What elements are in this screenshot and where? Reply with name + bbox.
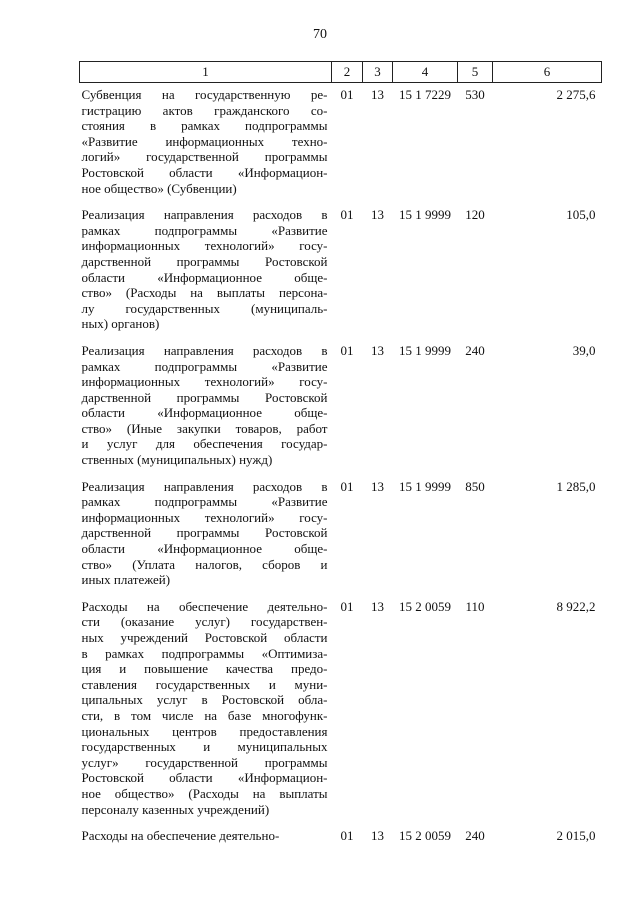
- description-line: ственных (муниципальных) нужд): [81, 452, 273, 468]
- description-line: Реализация направления расходов в: [81, 207, 328, 223]
- description-line: информационных технологий» госу-: [81, 374, 328, 390]
- target-article-code: 15 2 0059: [399, 598, 451, 614]
- table-row: [80, 338, 602, 474]
- description-line: ставления государственных и муни-: [81, 676, 328, 692]
- expense-type-code: 240: [465, 342, 485, 358]
- description-line: области «Информационное обще-: [81, 405, 328, 421]
- table-row: [80, 202, 602, 338]
- description-line: персоналу казенных учреждений): [81, 801, 270, 817]
- description-line: циональных центров предоставления: [81, 723, 328, 739]
- column-header: 3: [363, 62, 393, 83]
- description-line: ных учреждений Ростовской области: [81, 630, 328, 645]
- section-code: 01: [340, 87, 354, 102]
- target-article-code: 15 1 9999: [399, 207, 451, 223]
- subsection-code: 13: [371, 478, 384, 494]
- expense-type-code: 120: [465, 207, 485, 223]
- column-header: 2: [332, 62, 363, 83]
- expense-type-code: 850: [465, 478, 485, 494]
- description-line: дарственной программы Ростовской: [81, 389, 328, 405]
- column-header: 5: [458, 62, 493, 83]
- section-code: 01: [340, 828, 354, 844]
- description-line: государственных и муниципальных: [81, 739, 328, 755]
- description-line: гистрацию актов гражданского со-: [81, 102, 328, 118]
- column-header: 1: [80, 62, 332, 83]
- subsection-code: 13: [371, 87, 384, 102]
- description-line: сти, в том числе на базе многофунк-: [81, 707, 328, 723]
- description-line: рамках подпрограммы «Развитие: [81, 494, 328, 510]
- description-line: Реализация направления расходов в: [81, 478, 328, 494]
- description-line: Расходы на обеспечение деятельно-: [81, 598, 328, 614]
- description-line: Расходы на обеспечение деятельно-: [81, 828, 280, 844]
- row-description: [80, 594, 332, 823]
- description-line: дарственной программы Ростовской: [81, 525, 328, 541]
- description-line: ципальных услуг в Ростовской обла-: [81, 692, 328, 708]
- row-description: [80, 83, 332, 203]
- table-row: [80, 594, 602, 823]
- description-line: Ростовской области «Информацион-: [81, 164, 328, 180]
- row-description: [80, 338, 332, 474]
- description-line: ция и повышение качества предо-: [81, 661, 328, 677]
- description-line: стояния в рамках подпрограммы: [81, 118, 328, 134]
- description-line: услуг» государственной программы: [81, 754, 328, 770]
- description-line: рамках подпрограммы «Развитие: [81, 358, 328, 374]
- table-header-row: [80, 62, 602, 83]
- amount: 2 275,6: [556, 87, 596, 102]
- subsection-code: 13: [371, 828, 384, 844]
- target-article-code: 15 1 9999: [399, 342, 451, 358]
- description-line: ных) органов): [81, 316, 160, 332]
- description-line: и услуг для обеспечения государ-: [81, 436, 328, 452]
- row-description: [80, 202, 332, 338]
- description-line: рамках подпрограммы «Развитие: [81, 222, 328, 238]
- column-header: 6: [493, 62, 602, 83]
- subsection-code: 13: [371, 598, 384, 614]
- expense-type-code: 240: [465, 828, 485, 844]
- budget-table: [79, 61, 602, 844]
- table-row: [80, 823, 602, 844]
- amount: 1 285,0: [556, 478, 596, 494]
- subsection-code: 13: [371, 207, 384, 223]
- description-line: логий» государственной программы: [81, 149, 328, 165]
- description-line: Субвенция на государственную ре-: [81, 87, 328, 102]
- description-line: информационных технологий» госу-: [81, 509, 328, 525]
- amount: 39,0: [572, 342, 596, 358]
- description-line: в рамках подпрограммы «Оптимиза-: [81, 645, 328, 661]
- description-line: области «Информационное обще-: [81, 269, 328, 285]
- amount: 2 015,0: [556, 828, 596, 844]
- column-header: 4: [393, 62, 458, 83]
- section-code: 01: [340, 342, 354, 358]
- expense-type-code: 110: [465, 598, 485, 614]
- amount: 8 922,2: [556, 598, 596, 614]
- description-line: «Развитие информационных техно-: [81, 133, 328, 149]
- target-article-code: 15 2 0059: [399, 828, 451, 844]
- description-line: лу государственных (муниципаль-: [81, 300, 328, 316]
- description-line: ное общество» (Расходы на выплаты: [81, 785, 328, 801]
- row-description: [80, 474, 332, 594]
- description-line: Ростовской области «Информацион-: [81, 770, 328, 786]
- table-row: [80, 83, 602, 203]
- target-article-code: 15 1 7229: [399, 87, 451, 102]
- section-code: 01: [340, 207, 354, 223]
- description-line: информационных технологий» госу-: [81, 238, 328, 254]
- description-line: ство» (Расходы на выплаты персона-: [81, 285, 328, 301]
- row-description: [80, 823, 332, 844]
- description-line: ство» (Уплата налогов, сборов и: [81, 556, 328, 572]
- description-line: ство» (Иные закупки товаров, работ: [81, 420, 328, 436]
- section-code: 01: [340, 598, 354, 614]
- table-row: [80, 474, 602, 594]
- target-article-code: 15 1 9999: [399, 478, 451, 494]
- description-line: области «Информационное обще-: [81, 541, 328, 557]
- amount: 105,0: [566, 207, 596, 223]
- expense-type-code: 530: [465, 87, 485, 102]
- description-line: ное общество» (Субвенции): [81, 180, 237, 196]
- description-line: Реализация направления расходов в: [81, 342, 328, 358]
- description-line: сти (оказание услуг) государствен-: [81, 614, 328, 630]
- section-code: 01: [340, 478, 354, 494]
- description-line: иных платежей): [81, 572, 171, 588]
- subsection-code: 13: [371, 342, 384, 358]
- description-line: дарственной программы Ростовской: [81, 253, 328, 269]
- page-number: 70: [313, 27, 327, 42]
